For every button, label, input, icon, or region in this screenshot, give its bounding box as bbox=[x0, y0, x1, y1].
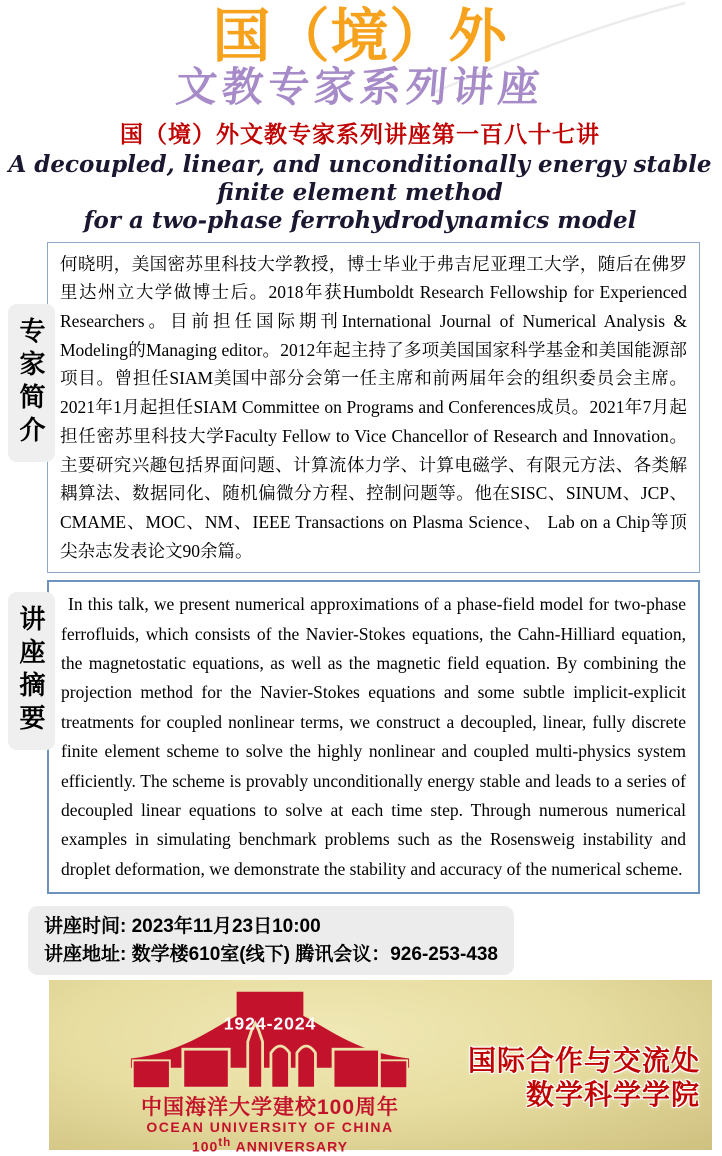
organizer-block bbox=[468, 1044, 700, 1111]
logo-anniv-word: ANNIVERSARY bbox=[231, 1138, 349, 1155]
logo-english-line2 bbox=[105, 1136, 435, 1155]
logo-anniv-sup: th bbox=[218, 1136, 232, 1150]
english-title-line1: A decoupled, linear, and unconditionally energy stable finite element method bbox=[8, 150, 712, 206]
logo-anniv-number: 100 bbox=[191, 1138, 219, 1155]
expert-bio-box: 何晓明，美国密苏里科技大学教授，博士毕业于弗吉尼亚理工大学，随后在佛罗里达州立大学做博士后。2018年获Humboldt Research Fellowship for Experienced Researchers。目前担任国际期刊International Journal of Numerical Analysis & Modeling的Managing editor。2012年起主持了多项美国国家科学基金和美国能源部项目。曾担任SIAM美国中部分会第一任主席和前两届年会的组织委员会主席。2021年1月起担任SIAM Committee on Programs and Conferences成员。2021年7月起担任密苏里科技大学Faculty Fellow to Vice Chancellor of Research and Innovation。主要研究兴趣包括界面问题、计算流体力学、计算电磁学、有限元方法、各类解耦算法、数据同化、随机偏微分方程、控制问题等。他在SISC、SINUM、JCP、CMAME、MOC、NM、IEEE Transactions on Plasma Science、 Lab on a Chip等顶尖杂志发表论文90余篇。 bbox=[47, 242, 700, 574]
lecture-number-line: 国（境）外文教专家系列讲座第一百八十七讲 bbox=[120, 120, 600, 147]
footer-banner bbox=[49, 980, 712, 1155]
ouc-gate-logo-graphic bbox=[120, 988, 420, 1090]
abstract-section bbox=[0, 580, 720, 894]
logo-years-text: 1924-2024 bbox=[223, 1013, 317, 1034]
lecture-time: 讲座时间: 2023年11月23日10:00 bbox=[44, 916, 321, 938]
series-subtitle: 文教专家系列讲座 bbox=[174, 64, 547, 111]
english-title bbox=[0, 151, 720, 235]
organizer-line2: 数学科学学院 bbox=[525, 1078, 700, 1110]
english-title-line2: for a two-phase ferrohydrodynamics model bbox=[83, 206, 637, 234]
abstract-section-label: 讲座摘要 bbox=[8, 592, 55, 750]
logo-chinese-line: 中国海洋大学建校100周年 bbox=[140, 1096, 400, 1120]
poster-header bbox=[0, 0, 720, 235]
lecture-details bbox=[28, 906, 514, 975]
lecture-venue: 讲座地址: 数学楼610室(线下) 腾讯会议：926-253-438 bbox=[44, 943, 498, 965]
organizer-line1: 国际合作与交流处 bbox=[467, 1045, 700, 1077]
page-title: 国（境）外 bbox=[212, 4, 508, 69]
expert-section bbox=[0, 242, 720, 574]
ouc-centennial-logo bbox=[105, 988, 435, 1155]
lecture-abstract-box: In this talk, we present numerical approximations of a phase-field model for two-phase ferrofluids, which consists of the Navier-Stokes equations, the Cahn-Hilliard equation, the magnetostatic equations, as well as the magnetic field equation. By combining the projection method for the Navier-Stokes equations and some subtle implicit-explicit treatments for coupled nonlinear terms, we construct a decoupled, linear, fully discrete finite element scheme to solve the highly nonlinear and coupled multi-physics system efficiently. The scheme is provably unconditionally energy stable and leads to a series of decoupled linear equations to solve at each time step. Through numerous numerical examples in simulating benchmark problems such as the Rosensweig instability and droplet deformation, we demonstrate the stability and accuracy of the numerical scheme. bbox=[47, 580, 700, 894]
logo-english-line1: OCEAN UNIVERSITY OF CHINA bbox=[146, 1119, 394, 1136]
expert-section-label: 专家简介 bbox=[8, 304, 55, 462]
